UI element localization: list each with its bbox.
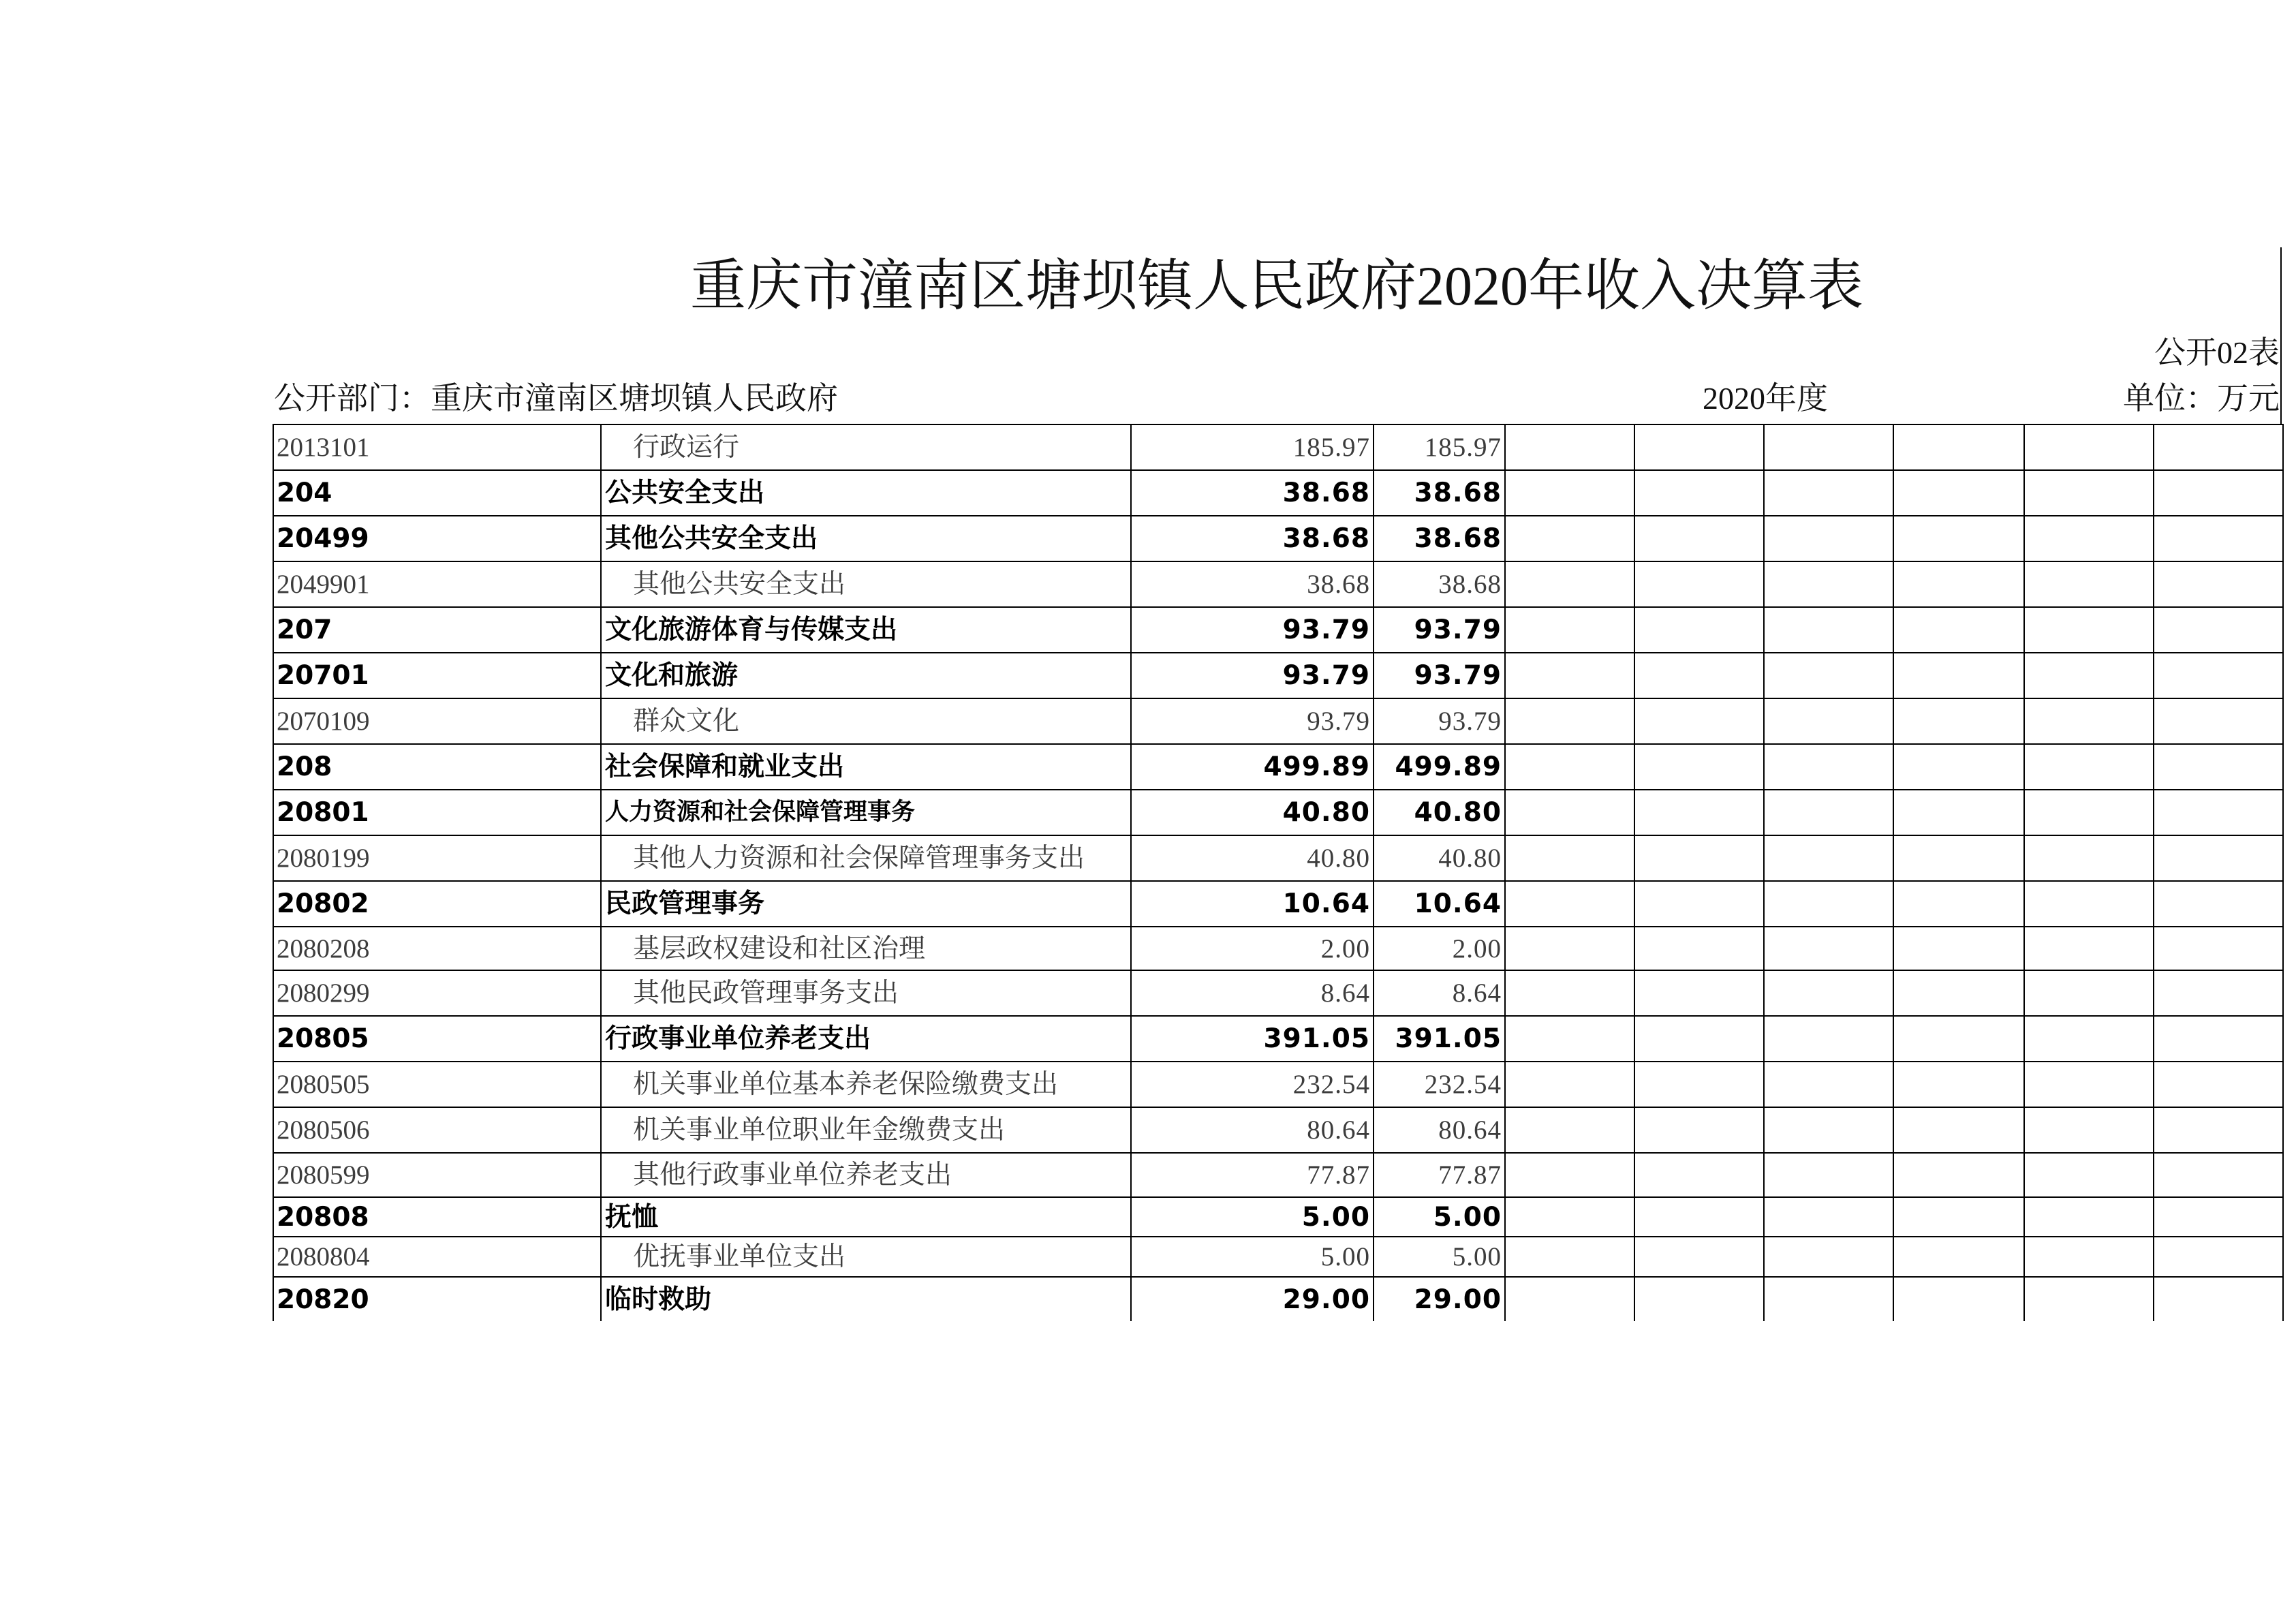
- item-code-cell: 20802: [273, 881, 601, 927]
- item-code-cell: 2070109: [273, 698, 601, 744]
- empty-cell: [2024, 835, 2154, 881]
- empty-cell: [2154, 1237, 2283, 1277]
- empty-cell: [2024, 744, 2154, 790]
- empty-cell: [1893, 1277, 2024, 1321]
- empty-cell: [2154, 1107, 2283, 1153]
- empty-cell: [2154, 790, 2283, 835]
- empty-cell: [1634, 1153, 1764, 1197]
- item-code-cell: 204: [273, 470, 601, 516]
- item-code-cell: 20499: [273, 516, 601, 561]
- empty-cell: [2154, 1153, 2283, 1197]
- empty-cell: [1505, 1237, 1634, 1277]
- empty-cell: [1764, 1277, 1893, 1321]
- empty-cell: [2024, 881, 2154, 927]
- empty-cell: [2154, 927, 2283, 970]
- item-code-cell: 20701: [273, 653, 601, 698]
- empty-cell: [1505, 1197, 1634, 1237]
- amount-cell: 38.68: [1374, 516, 1505, 561]
- table-row: [273, 835, 2283, 881]
- empty-cell: [1505, 470, 1634, 516]
- item-code-cell: 2013101: [273, 424, 601, 470]
- empty-cell: [1893, 744, 2024, 790]
- amount-cell: 80.64: [1131, 1107, 1374, 1153]
- empty-cell: [2024, 516, 2154, 561]
- table-row: [273, 653, 2283, 698]
- empty-cell: [1634, 1062, 1764, 1107]
- item-name-cell: 公共安全支出: [601, 470, 1131, 516]
- empty-cell: [1505, 607, 1634, 653]
- empty-cell: [2154, 653, 2283, 698]
- empty-cell: [1764, 881, 1893, 927]
- empty-cell: [1505, 1107, 1634, 1153]
- table-row: [273, 1016, 2283, 1062]
- page-title: 重庆市潼南区塘坝镇人民政府2020年收入决算表: [689, 255, 1863, 317]
- empty-cell: [1764, 1062, 1893, 1107]
- table-row: [273, 1153, 2283, 1197]
- empty-cell: [1505, 698, 1634, 744]
- empty-cell: [1634, 1107, 1764, 1153]
- empty-cell: [1634, 1197, 1764, 1237]
- amount-cell: 40.80: [1131, 790, 1374, 835]
- empty-cell: [2024, 698, 2154, 744]
- empty-cell: [1893, 1153, 2024, 1197]
- item-name-cell: 文化和旅游: [601, 653, 1131, 698]
- amount-cell: 93.79: [1374, 653, 1505, 698]
- empty-cell: [1634, 470, 1764, 516]
- empty-cell: [1634, 698, 1764, 744]
- empty-cell: [1893, 1197, 2024, 1237]
- item-name-cell: 其他人力资源和社会保障管理事务支出: [601, 835, 1131, 881]
- table-row: [273, 698, 2283, 744]
- empty-cell: [1505, 561, 1634, 607]
- amount-cell: 77.87: [1374, 1153, 1505, 1197]
- empty-cell: [2024, 1107, 2154, 1153]
- item-code-cell: 20808: [273, 1197, 601, 1237]
- empty-cell: [1893, 970, 2024, 1016]
- item-name-cell: 其他公共安全支出: [601, 561, 1131, 607]
- amount-cell: 38.68: [1131, 516, 1374, 561]
- amount-cell: 77.87: [1131, 1153, 1374, 1197]
- empty-cell: [1893, 881, 2024, 927]
- amount-cell: 5.00: [1131, 1237, 1374, 1277]
- amount-cell: 40.80: [1131, 835, 1374, 881]
- item-code-cell: 2080506: [273, 1107, 601, 1153]
- empty-cell: [1764, 607, 1893, 653]
- table-row: [273, 561, 2283, 607]
- item-name-cell: 行政运行: [601, 424, 1131, 470]
- amount-cell: 5.00: [1374, 1237, 1505, 1277]
- item-name-cell: 机关事业单位基本养老保险缴费支出: [601, 1062, 1131, 1107]
- empty-cell: [2024, 1197, 2154, 1237]
- empty-cell: [1893, 927, 2024, 970]
- amount-cell: 10.64: [1374, 881, 1505, 927]
- empty-cell: [1893, 470, 2024, 516]
- empty-cell: [1505, 1062, 1634, 1107]
- empty-cell: [2024, 790, 2154, 835]
- empty-cell: [1764, 1153, 1893, 1197]
- empty-cell: [1764, 653, 1893, 698]
- empty-cell: [1893, 1016, 2024, 1062]
- item-name-cell: 机关事业单位职业年金缴费支出: [601, 1107, 1131, 1153]
- table-row: [273, 970, 2283, 1016]
- empty-cell: [1764, 790, 1893, 835]
- amount-cell: 93.79: [1131, 607, 1374, 653]
- table-row: [273, 881, 2283, 927]
- empty-cell: [2154, 835, 2283, 881]
- item-code-cell: 2080599: [273, 1153, 601, 1197]
- empty-cell: [1634, 516, 1764, 561]
- amount-cell: 38.68: [1374, 470, 1505, 516]
- empty-cell: [2154, 424, 2283, 470]
- empty-cell: [2024, 653, 2154, 698]
- table-row: [273, 790, 2283, 835]
- empty-cell: [1764, 561, 1893, 607]
- empty-cell: [1893, 607, 2024, 653]
- empty-cell: [2024, 1153, 2154, 1197]
- empty-cell: [1893, 516, 2024, 561]
- empty-cell: [1634, 927, 1764, 970]
- empty-cell: [2154, 970, 2283, 1016]
- income-table-body: [273, 424, 2283, 1321]
- empty-cell: [1893, 653, 2024, 698]
- table-row: [273, 470, 2283, 516]
- empty-cell: [1505, 835, 1634, 881]
- amount-cell: 8.64: [1374, 970, 1505, 1016]
- empty-cell: [1634, 881, 1764, 927]
- empty-cell: [2154, 698, 2283, 744]
- amount-cell: 185.97: [1374, 424, 1505, 470]
- table-row: [273, 1062, 2283, 1107]
- item-name-cell: 其他公共安全支出: [601, 516, 1131, 561]
- empty-cell: [1634, 790, 1764, 835]
- item-code-cell: 2080208: [273, 927, 601, 970]
- table-row: [273, 1277, 2283, 1321]
- empty-cell: [2024, 470, 2154, 516]
- amount-cell: 391.05: [1374, 1016, 1505, 1062]
- empty-cell: [1893, 424, 2024, 470]
- amount-cell: 93.79: [1131, 698, 1374, 744]
- form-number: 公开02表: [2154, 335, 2280, 370]
- amount-cell: 80.64: [1374, 1107, 1505, 1153]
- empty-cell: [2024, 927, 2154, 970]
- empty-cell: [1764, 927, 1893, 970]
- amount-cell: 29.00: [1374, 1277, 1505, 1321]
- empty-cell: [1893, 1062, 2024, 1107]
- amount-cell: 5.00: [1374, 1197, 1505, 1237]
- table-row: [273, 1237, 2283, 1277]
- fiscal-year-label: 2020年度: [1703, 381, 1828, 416]
- amount-cell: 8.64: [1131, 970, 1374, 1016]
- empty-cell: [2024, 561, 2154, 607]
- department-label: 公开部门：重庆市潼南区塘坝镇人民政府: [274, 381, 838, 416]
- empty-cell: [1634, 561, 1764, 607]
- empty-cell: [1764, 744, 1893, 790]
- amount-cell: 499.89: [1374, 744, 1505, 790]
- unit-label: 单位：万元: [2123, 381, 2280, 416]
- item-name-cell: 人力资源和社会保障管理事务: [601, 790, 1131, 835]
- empty-cell: [1764, 470, 1893, 516]
- empty-cell: [1893, 561, 2024, 607]
- item-code-cell: 2080299: [273, 970, 601, 1016]
- empty-cell: [1505, 790, 1634, 835]
- table-row: [273, 744, 2283, 790]
- empty-cell: [2154, 516, 2283, 561]
- item-code-cell: 2080199: [273, 835, 601, 881]
- income-table: [273, 424, 2284, 1321]
- empty-cell: [2024, 970, 2154, 1016]
- empty-cell: [1893, 1107, 2024, 1153]
- empty-cell: [1505, 1277, 1634, 1321]
- amount-cell: 38.68: [1131, 470, 1374, 516]
- empty-cell: [1764, 516, 1893, 561]
- amount-cell: 185.97: [1131, 424, 1374, 470]
- amount-cell: 2.00: [1374, 927, 1505, 970]
- amount-cell: 40.80: [1374, 790, 1505, 835]
- empty-cell: [1505, 653, 1634, 698]
- item-name-cell: 民政管理事务: [601, 881, 1131, 927]
- amount-cell: 232.54: [1374, 1062, 1505, 1107]
- empty-cell: [1505, 424, 1634, 470]
- empty-cell: [2024, 1237, 2154, 1277]
- item-name-cell: 文化旅游体育与传媒支出: [601, 607, 1131, 653]
- empty-cell: [1505, 970, 1634, 1016]
- item-name-cell: 临时救助: [601, 1277, 1131, 1321]
- amount-cell: 40.80: [1374, 835, 1505, 881]
- item-name-cell: 其他民政管理事务支出: [601, 970, 1131, 1016]
- table-row: [273, 516, 2283, 561]
- empty-cell: [1764, 424, 1893, 470]
- item-name-cell: 群众文化: [601, 698, 1131, 744]
- empty-cell: [1505, 927, 1634, 970]
- amount-cell: 232.54: [1131, 1062, 1374, 1107]
- item-code-cell: 2080804: [273, 1237, 601, 1277]
- empty-cell: [1893, 1237, 2024, 1277]
- amount-cell: 499.89: [1131, 744, 1374, 790]
- empty-cell: [2154, 1197, 2283, 1237]
- empty-cell: [2024, 1277, 2154, 1321]
- item-name-cell: 社会保障和就业支出: [601, 744, 1131, 790]
- empty-cell: [1505, 1153, 1634, 1197]
- item-code-cell: 20820: [273, 1277, 601, 1321]
- empty-cell: [2154, 881, 2283, 927]
- amount-cell: 93.79: [1374, 607, 1505, 653]
- empty-cell: [2024, 607, 2154, 653]
- empty-cell: [1893, 835, 2024, 881]
- item-code-cell: 208: [273, 744, 601, 790]
- table-row: [273, 927, 2283, 970]
- empty-cell: [1893, 698, 2024, 744]
- table-row: [273, 1107, 2283, 1153]
- empty-cell: [1634, 1016, 1764, 1062]
- empty-cell: [1634, 1277, 1764, 1321]
- empty-cell: [2024, 1016, 2154, 1062]
- empty-cell: [1634, 653, 1764, 698]
- empty-cell: [1505, 1016, 1634, 1062]
- empty-cell: [2154, 1016, 2283, 1062]
- empty-cell: [2154, 1277, 2283, 1321]
- item-name-cell: 其他行政事业单位养老支出: [601, 1153, 1131, 1197]
- item-code-cell: 2049901: [273, 561, 601, 607]
- item-code-cell: 20801: [273, 790, 601, 835]
- item-name-cell: 优抚事业单位支出: [601, 1237, 1131, 1277]
- empty-cell: [1634, 970, 1764, 1016]
- empty-cell: [1764, 1016, 1893, 1062]
- empty-cell: [2024, 424, 2154, 470]
- empty-cell: [1764, 1197, 1893, 1237]
- empty-cell: [2154, 1062, 2283, 1107]
- item-name-cell: 行政事业单位养老支出: [601, 1016, 1131, 1062]
- amount-cell: 29.00: [1131, 1277, 1374, 1321]
- item-code-cell: 2080505: [273, 1062, 601, 1107]
- empty-cell: [1505, 881, 1634, 927]
- empty-cell: [1505, 516, 1634, 561]
- amount-cell: 93.79: [1374, 698, 1505, 744]
- empty-cell: [1893, 790, 2024, 835]
- empty-cell: [2024, 1062, 2154, 1107]
- table-row: [273, 424, 2283, 470]
- item-code-cell: 20805: [273, 1016, 601, 1062]
- item-name-cell: 抚恤: [601, 1197, 1131, 1237]
- empty-cell: [1764, 835, 1893, 881]
- amount-cell: 93.79: [1131, 653, 1374, 698]
- empty-cell: [2154, 744, 2283, 790]
- amount-cell: 391.05: [1131, 1016, 1374, 1062]
- table-row: [273, 1197, 2283, 1237]
- empty-cell: [1505, 744, 1634, 790]
- amount-cell: 10.64: [1131, 881, 1374, 927]
- empty-cell: [2154, 607, 2283, 653]
- item-code-cell: 207: [273, 607, 601, 653]
- empty-cell: [1634, 424, 1764, 470]
- empty-cell: [1764, 1237, 1893, 1277]
- amount-cell: 38.68: [1131, 561, 1374, 607]
- amount-cell: 5.00: [1131, 1197, 1374, 1237]
- empty-cell: [1634, 1237, 1764, 1277]
- amount-cell: 2.00: [1131, 927, 1374, 970]
- empty-cell: [1634, 744, 1764, 790]
- amount-cell: 38.68: [1374, 561, 1505, 607]
- empty-cell: [1764, 1107, 1893, 1153]
- empty-cell: [1634, 607, 1764, 653]
- empty-cell: [1634, 835, 1764, 881]
- table-row: [273, 607, 2283, 653]
- empty-cell: [1764, 698, 1893, 744]
- empty-cell: [2154, 470, 2283, 516]
- empty-cell: [1764, 970, 1893, 1016]
- item-name-cell: 基层政权建设和社区治理: [601, 927, 1131, 970]
- empty-cell: [2154, 561, 2283, 607]
